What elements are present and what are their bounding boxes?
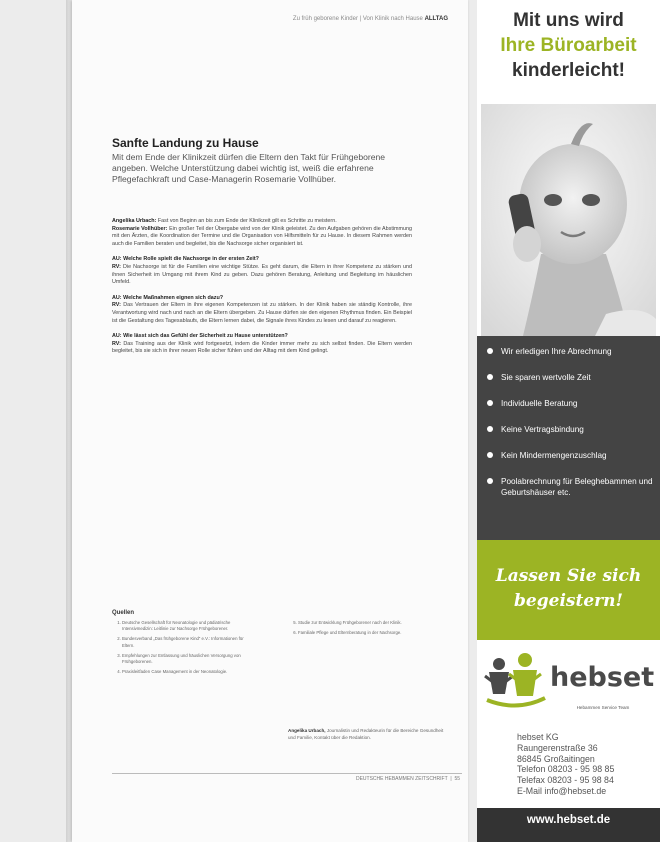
benefit-item: Poolabrechnung für Beleghebammen und Geburtshäuser etc.: [487, 476, 654, 498]
speaker-label: Angelika Urbach:: [112, 218, 157, 224]
running-head-section: ALLTAG: [424, 16, 448, 22]
benefit-item: Individuelle Beratung: [487, 398, 654, 409]
interview-paragraph: [112, 333, 412, 356]
hebset-advertisement: [477, 0, 660, 842]
page-footer: DEUTSCHE HEBAMMEN ZEITSCHRIFT | 55: [355, 776, 460, 782]
page-number: 55: [454, 776, 460, 782]
sources-right-column: [288, 620, 430, 640]
footer-magazine: DEUTSCHE HEBAMMEN ZEITSCHRIFT: [355, 776, 448, 782]
source-item: 3. Empfehlungen zur Entlassung und häuslichen Versorgung von Frühgeborenen.: [122, 653, 254, 665]
sources-title: Quellen: [112, 610, 135, 616]
footer-rule: [112, 773, 462, 774]
address-line: E-Mail info@hebset.de: [517, 785, 607, 796]
author-bio: Journalistin und Redakteurin für die Bereiche Gesundheit und Familie, Kontakt über die Redaktion.: [288, 728, 444, 740]
source-item: 2. Bundesverband „Das frühgeborene Kind“ e.V.: Informationen für Eltern.: [122, 636, 254, 648]
ad-headline-line3: kinderleicht!: [512, 60, 625, 81]
speaker-label: Rosemarie Vollhüber:: [112, 225, 168, 232]
source-item: 4. Praxisleitfaden Case Management in der Neonatologie.: [122, 669, 254, 675]
ad-headline-line2: Ihre Büroarbeit: [500, 35, 637, 56]
address-line: Telefon 08203 - 95 98 85: [517, 764, 615, 775]
sources-left-column: [112, 620, 254, 679]
paragraph-text: Die Nachsorge ist für die Familien eine wichtige Stütze. Es geht darum, die Eltern in ihrer Kompetenz zu stärken und ihnen Sicherheit im Umgang mit ihrem Kind zu geben. Dazu gehören Beratung, Anleitung und Begleitung im häuslichen Umfeld.: [112, 263, 412, 286]
source-item: 5. Studie zur Entwicklung Frühgeborener nach der Klinik.: [298, 620, 430, 626]
speaker-label: RV:: [112, 302, 121, 309]
benefit-item: Kein Mindermengenzuschlag: [487, 450, 654, 461]
running-head: [258, 16, 448, 22]
article-lead: Mit dem Ende der Klinikzeit dürfen die Eltern den Takt für Frühgeborene angeben. Welche Unterstützung dabei wichtig ist, weiß die erfahrene Pflegefachkraft und Case-Managerin Rosemarie Vollhüber.: [112, 152, 386, 184]
address-line: Raungerenstraße 36: [517, 742, 598, 753]
ad-benefits-panel: [477, 336, 660, 546]
ad-slogan-line2: begeistern!: [514, 591, 623, 611]
benefit-item: Wir erledigen Ihre Abrechnung: [487, 346, 654, 357]
interview-paragraph: [112, 218, 412, 248]
address-line: hebset KG: [517, 732, 559, 742]
article-body: [112, 218, 412, 364]
speaker-label: RV:: [112, 263, 121, 270]
article-title: Sanfte Landung zu Hause: [112, 136, 259, 150]
hebset-logo-tagline: Hebammen Service Team: [576, 705, 630, 710]
speaker-label: RV:: [112, 340, 121, 347]
paragraph-text: Das Vertrauen der Eltern in ihre eigenen Kompetenzen ist zu stärken. In der Klinik haben sie ständig Kontrolle, ihre Verantwortung wird nach und nach an die Eltern übergeben. Zu Hause dürfen sie den eigenen Rhythmus finden. Ein Beispiel ist die Gestaltung des Tagesablaufs, die Eltern lernen dabei, die Signale ihres Kindes zu lesen und darauf zu reagieren.: [112, 302, 412, 324]
source-item: 1. Deutsche Gesellschaft für Neonatologie und pädiatrische Intensivmedizin: Leitlinie zur Nachsorge Frühgeborener.: [122, 620, 254, 632]
ad-website-link[interactable]: www.hebset.de: [526, 814, 611, 826]
paragraph-text: Das Training aus der Klinik wird fortgesetzt, indem die Kinder immer mehr zu sich selbst finden. Die Eltern werden begleitet, bis sie sich in ihrer neuen Rolle sicher fühlen und der Alltag mit dem Kind gelingt.: [112, 340, 413, 355]
interview-question: AU: Welche Rolle spielt die Nachsorge in der ersten Zeit?: [112, 256, 259, 263]
ad-slogan: [477, 564, 660, 614]
address-line: Telefax 08203 - 95 98 84: [517, 775, 614, 786]
benefit-item: Keine Vertragsbindung: [487, 424, 654, 435]
baby-on-phone-photo: [481, 104, 656, 344]
author-name: Angelika Urbach,: [288, 728, 326, 733]
ad-slogan-line1: Lassen Sie sich: [495, 566, 642, 586]
interview-question: AU: Wie lässt sich das Gefühl der Sicherheit zu Hause unterstützen?: [112, 333, 288, 340]
paragraph-text: Fast von Beginn an bis zum Ende der Klinikzeit gilt es Schritte zu meistern.: [157, 218, 337, 224]
interview-paragraph: [112, 256, 412, 286]
interview-question: AU: Welche Maßnahmen eignen sich dazu?: [112, 294, 224, 301]
interview-paragraph: [112, 295, 412, 325]
author-box: [288, 728, 450, 741]
running-head-text: Zu früh geborene Kinder | Von Klinik nach Hause: [292, 16, 423, 22]
paragraph-text: Ein großer Teil der Übergabe wird von der Klinik geleistet. Zu den Aufgaben gehören die Abstimmung mit den Ärzten, die Koordination der Termine und die Organisation von Hilfsmitteln für zu Hause. In diesem Rahmen werden auch die Familien beraten und begleitet, bis die Nachsorge sicher organisiert ist.: [112, 225, 412, 247]
benefit-item: Sie sparen wertvolle Zeit: [487, 372, 654, 383]
ad-headline: [477, 8, 660, 83]
address-line: 86845 Großaitingen: [517, 753, 595, 764]
hebset-logo-text: hebset: [550, 662, 655, 693]
magazine-page: [72, 0, 468, 842]
ad-headline-line1: Mit uns wird: [513, 10, 624, 31]
ad-contact-address: [517, 732, 614, 797]
source-item: 6. Familiale Pflege und Elternberatung in der Nachsorge.: [298, 630, 430, 636]
